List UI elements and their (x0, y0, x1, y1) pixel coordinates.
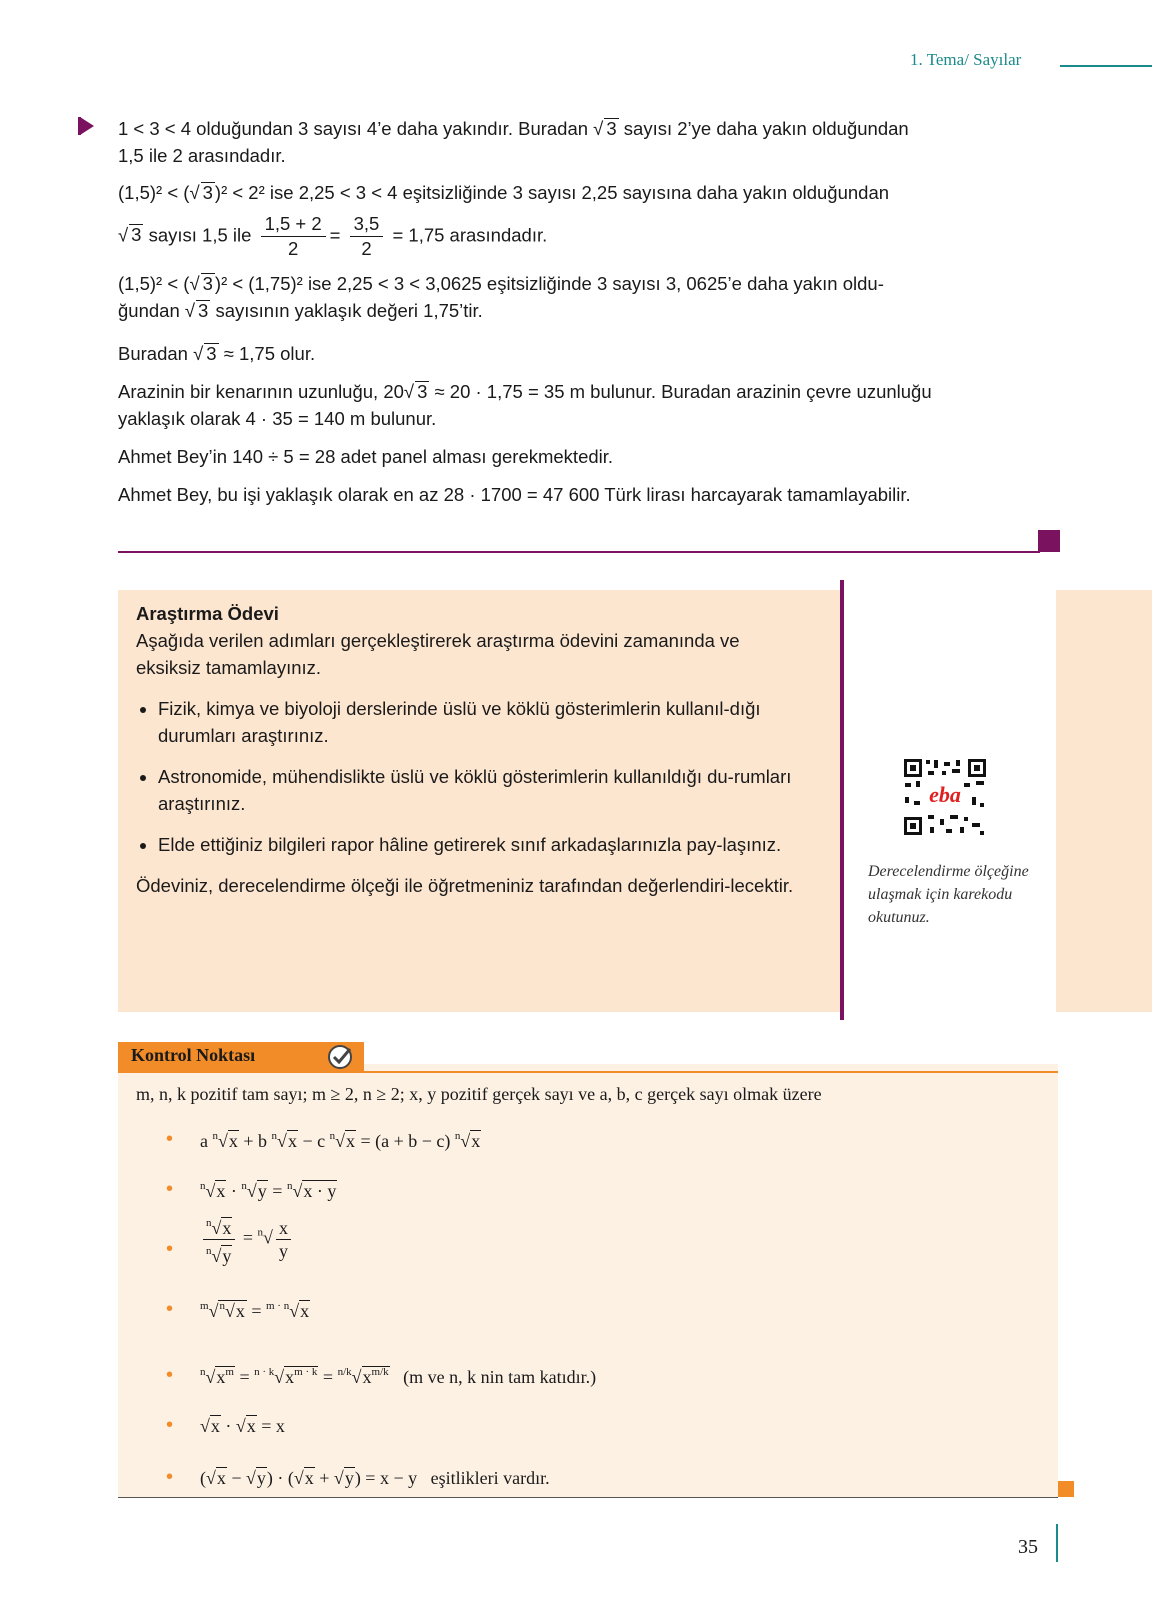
research-title: Araştırma Ödevi (136, 603, 279, 624)
checkpoint-end-square (1058, 1481, 1074, 1497)
checkpoint-rule (118, 1071, 1058, 1073)
solution-end-square (1038, 530, 1060, 552)
qr-code-icon[interactable] (902, 757, 988, 837)
identity-7: (√x − √y) · (√x + √y) = x − y eşitlikleri vardır. (200, 1468, 550, 1488)
bullet-dot: • (166, 1298, 174, 1320)
solution-line-1: 1 < 3 < 4 olduğundan 3 sayısı 4’e daha yakındır. Buradan √ 3 sayısı 2’ye daha yakın olduğundan 1,5 ile 2 arasındadır. (118, 118, 909, 166)
identity-2: $^n$√x · $^n$√y = $^n$√x · y (200, 1180, 337, 1201)
bullet-dot: • (166, 1178, 174, 1200)
research-bullet-list (136, 695, 806, 858)
solution-line-5: (1,5)² < (√ 3 )² < (1,75)² ise 2,25 < 3 < 3,0625 eşitsizliğinde 3 sayısı 3, 0625’e daha yakın oldu- ğundan √ 3 sayısının yaklaşık değeri 1,75’tir. (118, 273, 884, 321)
research-side-panel (1056, 590, 1152, 1012)
identity-1: a $^n$√x + b $^n$√x − c $^n$√x = (a + b − c) $^n$√x (200, 1130, 481, 1151)
solution-line-4: √ 3 sayısı 1,5 ile $\frac{1,5 + 2}{2}$ = $\frac{3,5}{2}$ = 1,75 arasındadır. (118, 213, 548, 259)
checkpoint-intro: m, n, k pozitif tam sayı; m ≥ 2, n ≥ 2; x, y pozitif gerçek sayı ve a, b, c gerçek sayı olmak üzere (136, 1084, 822, 1104)
check-icon (326, 1043, 354, 1071)
research-bullet: • Elde ettiğiniz bilgileri rapor hâline getirerek sınıf arkadaşlarınızla pay-laşınız. (158, 831, 806, 858)
bullet-dot: • (166, 1238, 174, 1260)
qr-caption: Derecelendirme ölçeğine ulaşmak için karekodu okutunuz. (868, 863, 1029, 926)
research-bullet: • Fizik, kimya ve biyoloji derslerinde üslü ve köklü gösterimlerin kullanıl-dığı durumları araştırınız. (158, 695, 806, 749)
identity-5: $^n√x^m = ^{n \cdot k}√x^{m \cdot k} = ^{n/k}√x^{m/k}$ (m ve n, k nin tam katıdır.) (200, 1366, 597, 1387)
chapter-header: 1. Tema/ Sayılar (910, 50, 1022, 69)
header-rule (1060, 65, 1152, 67)
identity-5-note: (m ve n, k nin tam katıdır.) (403, 1367, 597, 1387)
solution-arrow-icon (80, 117, 94, 135)
bullet-dot: • (166, 1364, 174, 1386)
solution-line-8: Arazinin bir kenarının uzunluğu, 20√ 3 ≈ 20 · 1,75 = 35 m bulunur. Buradan arazinin çevre uzunluğu yaklaşık olarak 4 · 35 = 140 m bulunur. (118, 381, 932, 429)
checkpoint-title: Kontrol Noktası (131, 1045, 256, 1065)
solution-line-11: Ahmet Bey, bu işi yaklaşık olarak en az 28 · 1700 = 47 600 Türk lirası harcayarak tamamlayabilir. (118, 484, 911, 505)
identity-6: √x · √x = x (200, 1416, 285, 1436)
research-intro: Aşağıda verilen adımları gerçekleştirerek araştırma ödevini zamanında ve eksiksiz tamamlayınız. (136, 630, 740, 678)
bullet-dot: • (166, 1414, 174, 1436)
solution-end-rule (118, 551, 1040, 553)
research-divider (840, 580, 844, 1020)
identity-4: $^m$√$^n$√x = $^{m \cdot n}$√x (200, 1300, 310, 1321)
solution-line-3: (1,5)² < (√ 3 )² < 2² ise 2,25 < 3 < 4 eşitsizliğinde 3 sayısı 2,25 sayısına daha yakın olduğundan (118, 182, 890, 203)
page-number: 35 (1018, 1536, 1038, 1558)
checkpoint-bottom-rule (118, 1497, 1058, 1498)
research-content (136, 600, 806, 899)
identity-3: $\frac{^n√x}{^n√y}$ = $^n$√ $\frac{x}{y}$ (200, 1212, 294, 1267)
bullet-dot: • (166, 1128, 174, 1150)
bullet-dot: • (166, 1466, 174, 1488)
research-outro: Ödeviniz, derecelendirme ölçeği ile öğretmeniniz tarafından değerlendiri-lecektir. (136, 875, 794, 896)
solution-line-7: Buradan √ 3 ≈ 1,75 olur. (118, 343, 316, 364)
solution-line-10: Ahmet Bey’in 140 ÷ 5 = 28 adet panel alması gerekmektedir. (118, 446, 614, 467)
research-bullet: • Astronomide, mühendislikte üslü ve köklü gösterimlerin kullanıldığı du-rumları araştırınız. (158, 763, 806, 817)
qr-logo: eba (929, 782, 961, 807)
page-number-rule (1056, 1524, 1058, 1562)
identity-7-note: eşitlikleri vardır. (430, 1468, 550, 1488)
